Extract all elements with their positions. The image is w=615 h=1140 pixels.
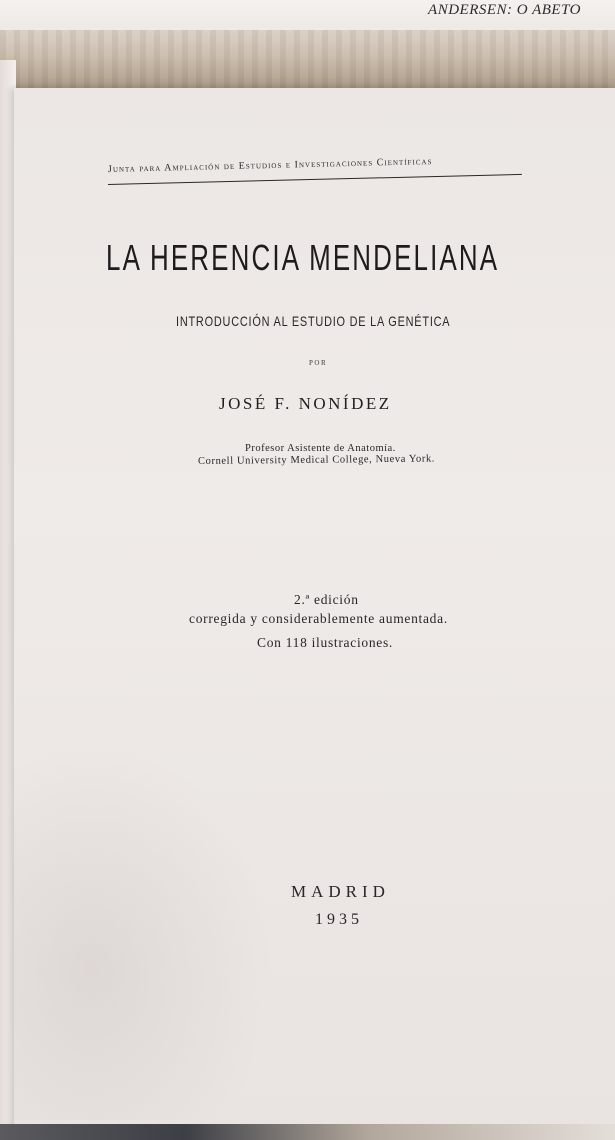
author-affiliation-institution: Cornell University Medical College, Nueva York. [197,453,436,467]
edition-number: 2.ª edición [294,592,359,607]
page-shadow [14,740,274,1120]
publication-city: MADRID [291,882,390,901]
edition-note: corregida y considerablemente aumentada. [189,611,448,626]
book-title: LA HERENCIA MENDELIANA [106,237,500,278]
institution-header: Junta para Ampliación de Estudios e Investigaciones Científicas [107,156,433,175]
author-name: JOSÉ F. NONÍDEZ [219,394,392,413]
illustrations-count: Con 118 ilustraciones. [257,635,394,650]
book-subtitle: INTRODUCCIÓN AL ESTUDIO DE LA GENÉTICA [176,313,451,329]
books-below [0,1124,615,1140]
spine-label: ANDERSEN: O ABETO [428,2,581,18]
author-affiliation-title: Profesor Asistente de Anatomía. [245,443,396,454]
by-line: POR [309,359,328,367]
publication-year: 1935 [315,911,363,928]
